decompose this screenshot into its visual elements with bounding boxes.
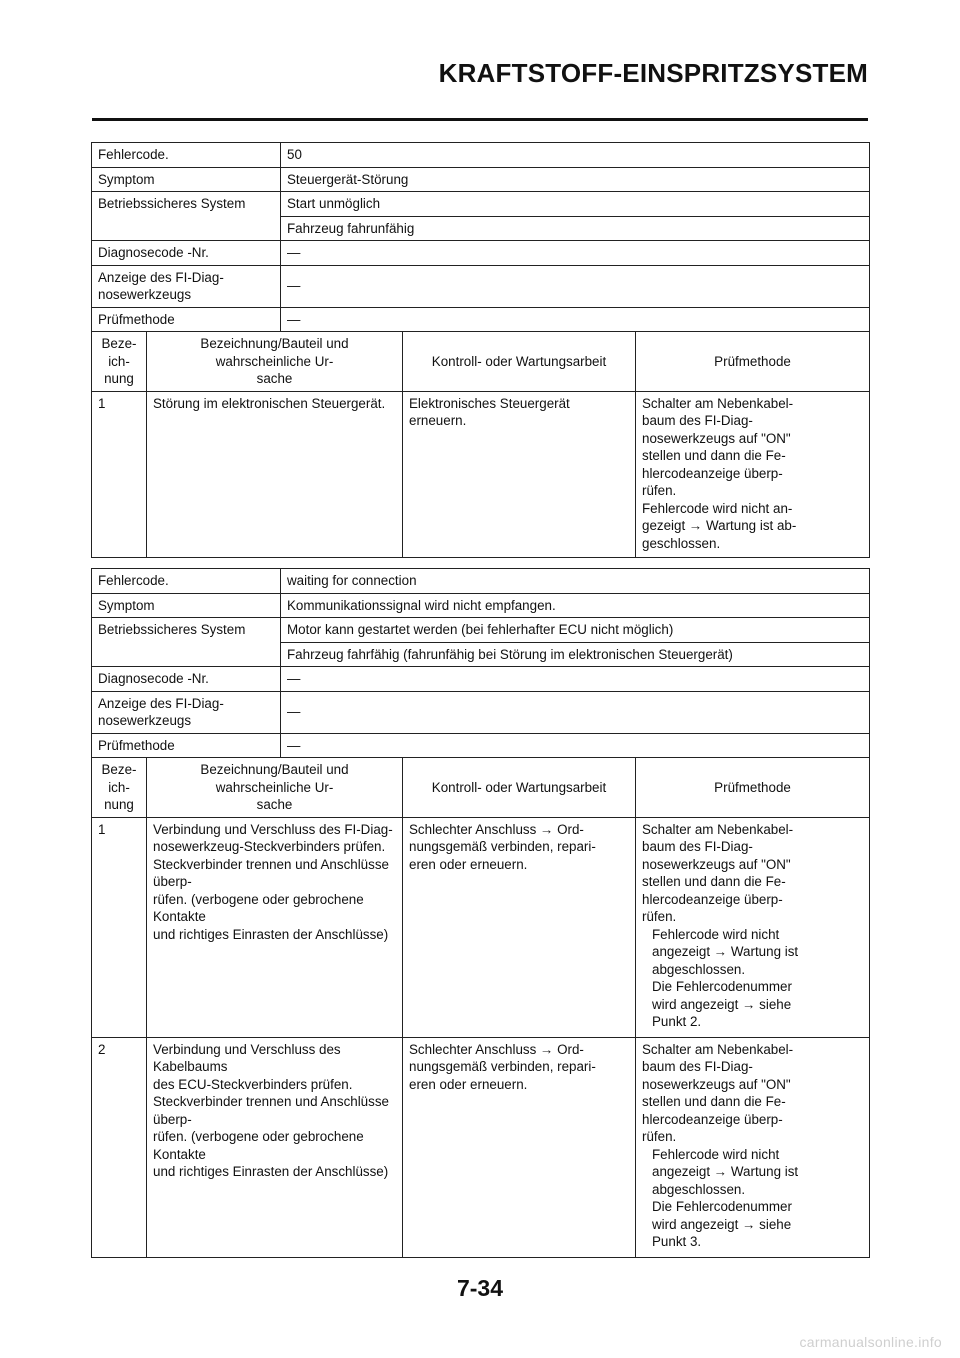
symptom-value: Steuergerät-Störung: [281, 167, 870, 192]
failsafe-label: Betriebssicheres System: [92, 618, 281, 667]
col-header-cause: Bezeichnung/Bauteil und wahrscheinliche Ur- sache: [147, 332, 403, 392]
table-row: [92, 569, 870, 594]
table-row: [92, 143, 870, 168]
check-method-label: Prüfmethode: [92, 307, 281, 332]
failsafe-label: Betriebssicheres System: [92, 192, 281, 241]
table-row: [92, 618, 870, 643]
fault-table-waiting: [91, 568, 870, 1258]
col-header-method: Prüfmethode: [636, 758, 870, 818]
row-cause: Verbindung und Verschluss des Kabelbaums des ECU-Steckverbinders prüfen. Steckverbinder trennen und Anschlüsse überp- rüfen. (verbogene oder gebrochene Kontakte und richtiges Einrasten der Anschlüsse): [147, 1037, 403, 1257]
tool-display-value: —: [281, 691, 870, 733]
page-number: 7-34: [456, 1275, 504, 1301]
method-result-a: Fehlercode wird nicht angezeigt → Wartung ist abgeschlossen.: [652, 1146, 799, 1197]
table-row: [92, 733, 870, 758]
error-code-label: Fehlercode.: [92, 143, 281, 168]
col-header-no: Beze- ich- nung: [92, 758, 147, 818]
table-row: [92, 817, 870, 1037]
diag-no-value: —: [281, 241, 870, 266]
col-header-action: Kontroll- oder Wartungsarbeit: [403, 758, 636, 818]
check-method-value: —: [281, 307, 870, 332]
table-row: [92, 1037, 870, 1257]
row-method: Schalter am Nebenkabel- baum des FI-Diag- nosewerkzeugs auf "ON" stellen und dann die Fe- hlercodeanzeige überp- rüfen. Fehlercode wird nicht an- gezeigt → Wartung ist ab- geschlossen.: [636, 391, 870, 557]
diag-no-label: Diagnosecode -Nr.: [92, 667, 281, 692]
symptom-label: Symptom: [92, 167, 281, 192]
table-row: [92, 691, 870, 733]
header-rule: [92, 118, 868, 121]
col-header-method: Prüfmethode: [636, 332, 870, 392]
failsafe-value-2: Fahrzeug fahrfähig (fahrunfähig bei Störung im elektronischen Steuergerät): [281, 642, 870, 667]
failsafe-value-1: Start unmöglich: [281, 192, 870, 217]
method-intro: Schalter am Nebenkabel- baum des FI-Diag- nosewerkzeugs auf "ON" stellen und dann die Fe- hlercodeanzeige überp- rüfen.: [642, 821, 794, 924]
col-header-action: Kontroll- oder Wartungsarbeit: [403, 332, 636, 392]
row-number: 2: [92, 1037, 147, 1257]
table-header-row: [92, 758, 870, 818]
watermark: carmanualsonline.info: [799, 1334, 942, 1350]
check-method-label: Prüfmethode: [92, 733, 281, 758]
col-header-no: Beze- ich- nung: [92, 332, 147, 392]
method-intro: Schalter am Nebenkabel- baum des FI-Diag- nosewerkzeugs auf "ON" stellen und dann die Fe- hlercodeanzeige überp- rüfen.: [642, 1041, 794, 1144]
row-action: Elektronisches Steuergerät erneuern.: [403, 391, 636, 557]
tool-display-label: Anzeige des FI-Diag- nosewerkzeugs: [92, 265, 281, 307]
tool-display-value: —: [281, 265, 870, 307]
diag-no-label: Diagnosecode -Nr.: [92, 241, 281, 266]
row-number: 1: [92, 391, 147, 557]
page-title: KRAFTSTOFF-EINSPRITZSYSTEM: [438, 58, 868, 88]
row-method: [636, 817, 870, 1037]
table-row: [92, 265, 870, 307]
symptom-value: Kommunikationssignal wird nicht empfangen.: [281, 593, 870, 618]
table-row: [92, 593, 870, 618]
tool-display-label: Anzeige des FI-Diag- nosewerkzeugs: [92, 691, 281, 733]
row-cause: Verbindung und Verschluss des FI-Diag- nosewerkzeug-Steckverbinders prüfen. Steckverbinder trennen und Anschlüsse überp- rüfen. (verbogene oder gebrochene Kontakte und richtiges Einrasten der Anschlüsse): [147, 817, 403, 1037]
table-row: [92, 192, 870, 217]
method-result-b: Die Fehlercodenummer wird angezeigt → siehe Punkt 3.: [652, 1199, 792, 1249]
row-action: Schlechter Anschluss → Ord- nungsgemäß verbinden, repari- eren oder erneuern.: [403, 1037, 636, 1257]
error-code-label: Fehlercode.: [92, 569, 281, 594]
table-row: [92, 667, 870, 692]
table-row: [92, 391, 870, 557]
table-row: [92, 307, 870, 332]
row-cause: Störung im elektronischen Steuergerät.: [147, 391, 403, 557]
failsafe-value-2: Fahrzeug fahrunfähig: [281, 216, 870, 241]
row-action: Schlechter Anschluss → Ord- nungsgemäß verbinden, repari- eren oder erneuern.: [403, 817, 636, 1037]
method-result-a: Fehlercode wird nicht angezeigt → Wartung ist abgeschlossen.: [652, 926, 799, 977]
table-row: [92, 241, 870, 266]
table-header-row: [92, 332, 870, 392]
fault-table-50: [91, 142, 870, 558]
error-code-value: 50: [281, 143, 870, 168]
diag-no-value: —: [281, 667, 870, 692]
error-code-value: waiting for connection: [281, 569, 870, 594]
row-number: 1: [92, 817, 147, 1037]
check-method-value: —: [281, 733, 870, 758]
symptom-label: Symptom: [92, 593, 281, 618]
method-result-b: Die Fehlercodenummer wird angezeigt → siehe Punkt 2.: [652, 979, 792, 1029]
table-row: [92, 167, 870, 192]
col-header-cause: Bezeichnung/Bauteil und wahrscheinliche Ur- sache: [147, 758, 403, 818]
row-method: [636, 1037, 870, 1257]
failsafe-value-1: Motor kann gestartet werden (bei fehlerhafter ECU nicht möglich): [281, 618, 870, 643]
